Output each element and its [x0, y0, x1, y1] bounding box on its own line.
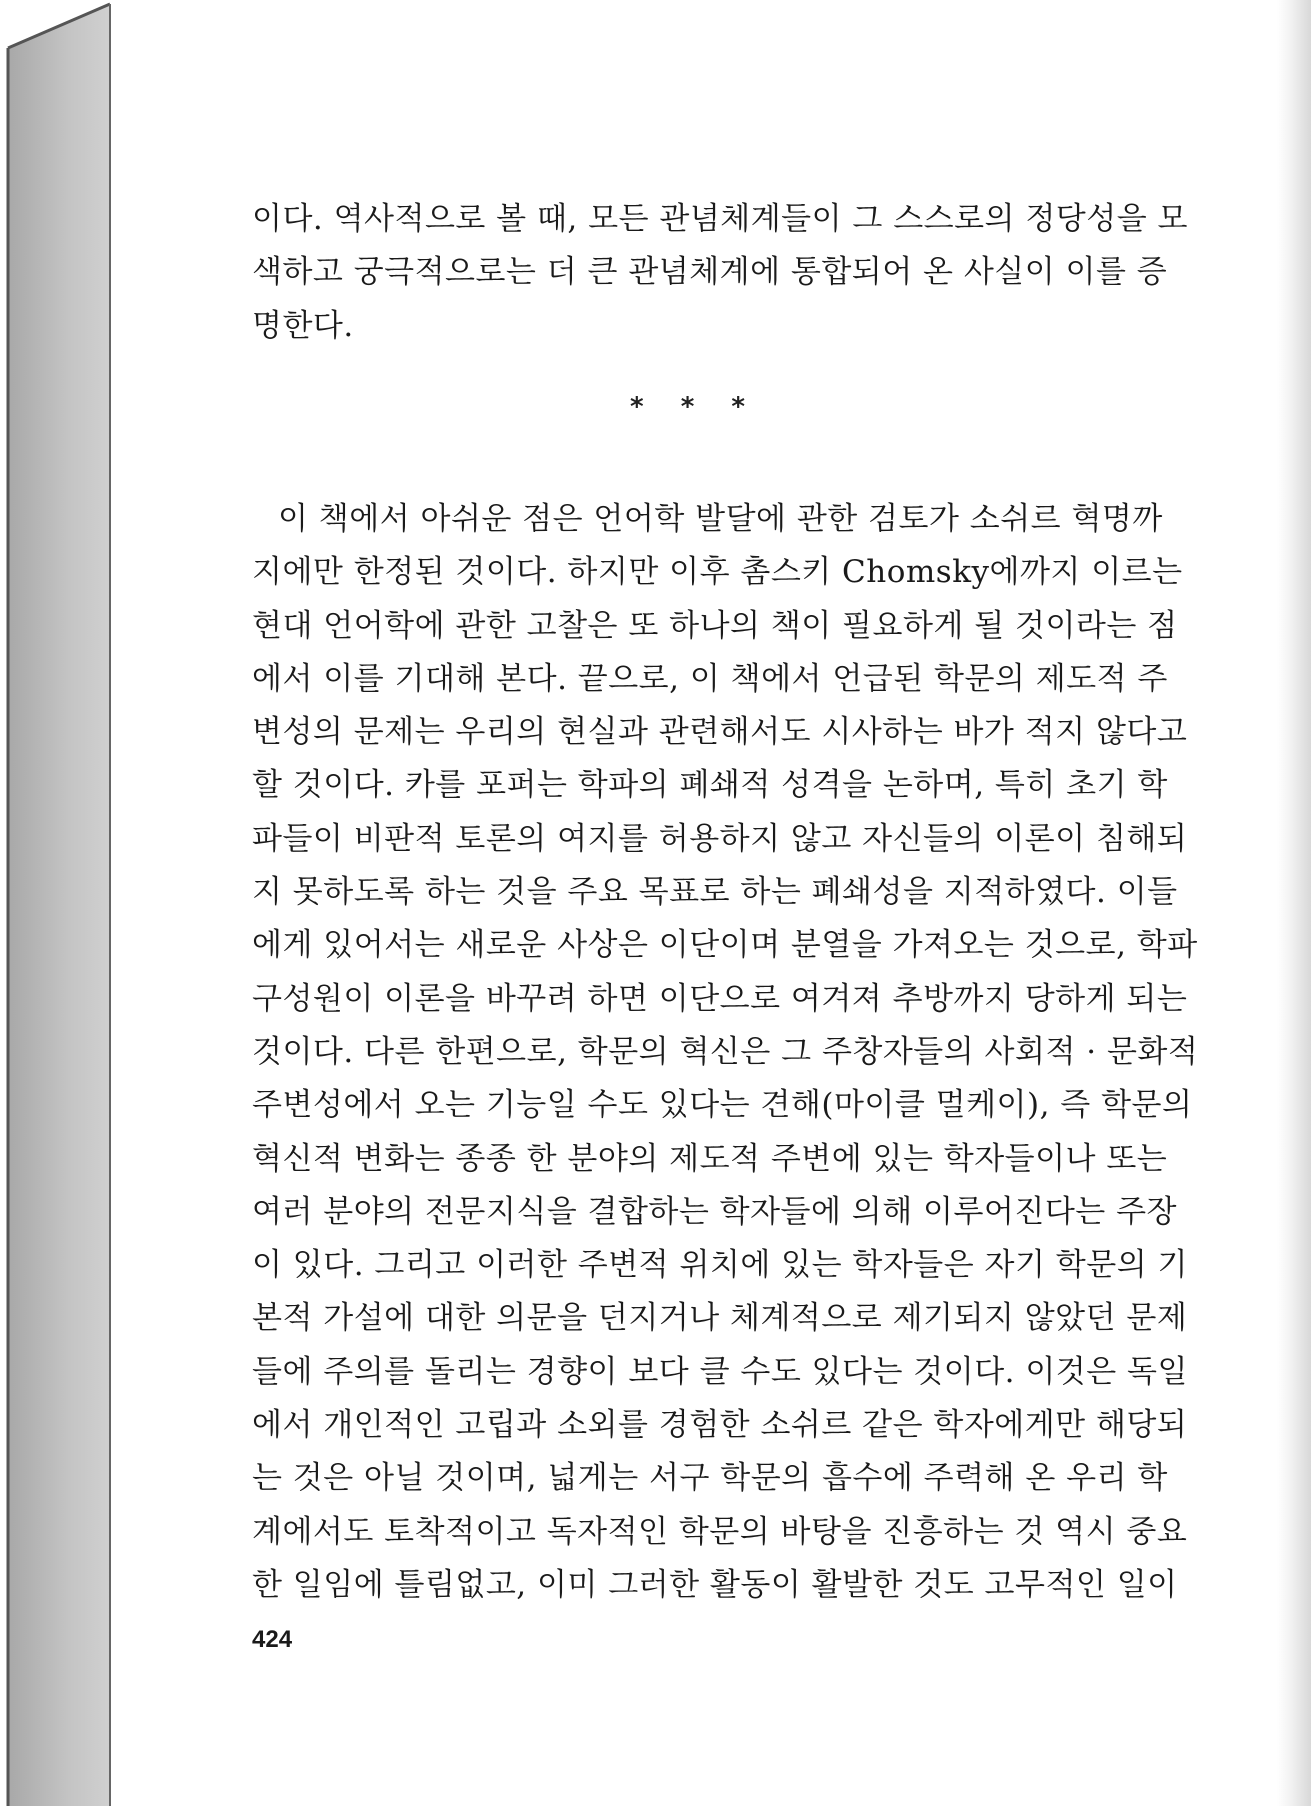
- book-page: [112, 0, 1277, 1806]
- main-paragraph-line: 주변성에서 오는 기능일 수도 있다는 견해(마이클 멀케이), 즉 학문의: [252, 1087, 1193, 1124]
- book-spine-graphic: [0, 0, 112, 1806]
- main-paragraph-line: 현대 언어학에 관한 고찰은 또 하나의 책이 필요하게 될 것이라는 점: [252, 607, 1178, 644]
- top-paragraph: [252, 193, 1188, 353]
- main-paragraph-line: 구성원이 이론을 바꾸려 하면 이단으로 여겨져 추방까지 당하게 되는: [252, 980, 1188, 1017]
- main-paragraph-line: 이 책에서 아쉬운 점은 언어학 발달에 관한 검토가 소쉬르 혁명까: [278, 501, 1163, 537]
- main-paragraph-line: 본적 가설에 대한 의문을 던지거나 체계적으로 제기되지 않았던 문제: [252, 1300, 1188, 1337]
- main-paragraph-line: 지 못하도록 하는 것을 주요 목표로 하는 폐쇄성을 지적하였다. 이들: [252, 874, 1178, 911]
- main-paragraph-line: 변성의 문제는 우리의 현실과 관련해서도 시사하는 바가 적지 않다고: [252, 714, 1188, 751]
- main-paragraph-line: 들에 주의를 돌리는 경향이 보다 클 수도 있다는 것이다. 이것은 독일: [252, 1353, 1188, 1390]
- page-right-edge-shadow: [1277, 0, 1311, 1806]
- main-paragraph-line: 혁신적 변화는 종종 한 분야의 제도적 주변에 있는 학자들이나 또는: [252, 1140, 1168, 1177]
- main-paragraph-line: 이 있다. 그리고 이러한 주변적 위치에 있는 학자들은 자기 학문의 기: [252, 1247, 1188, 1284]
- main-paragraph-line: 한 일임에 틀림없고, 이미 그러한 활동이 활발한 것도 고무적인 일이: [252, 1566, 1178, 1603]
- main-paragraph-line: 파들이 비판적 토론의 여지를 허용하지 않고 자신들의 이론이 침해되: [252, 820, 1188, 857]
- main-paragraph-line: 지에만 한정된 것이다. 하지만 이후 촘스키 Chomsky에까지 이르는: [252, 554, 1183, 591]
- main-paragraph-line: 에서 개인적인 고립과 소외를 경험한 소쉬르 같은 학자에게만 해당되: [252, 1407, 1188, 1444]
- main-paragraph-line: 에게 있어서는 새로운 사상은 이단이며 분열을 가져오는 것으로, 학파: [252, 927, 1198, 964]
- main-paragraph-line: 것이다. 다른 한편으로, 학문의 혁신은 그 주창자들의 사회적 · 문화적: [252, 1033, 1199, 1070]
- top-paragraph-line: 이다. 역사적으로 볼 때, 모든 관념체계들이 그 스스로의 정당성을 모: [252, 201, 1188, 237]
- main-paragraph: [252, 493, 1199, 1612]
- main-paragraph-line: 는 것은 아닐 것이며, 넓게는 서구 학문의 흡수에 주력해 온 우리 학: [252, 1460, 1168, 1497]
- top-paragraph-line: 색하고 궁극적으로는 더 큰 관념체계에 통합되어 온 사실이 이를 증: [252, 254, 1168, 291]
- top-paragraph-line: 명한다.: [252, 307, 354, 344]
- main-paragraph-line: 에서 이를 기대해 본다. 끝으로, 이 책에서 언급된 학문의 제도적 주: [252, 660, 1168, 697]
- main-paragraph-line: 여러 분야의 전문지식을 결합하는 학자들에 의해 이루어진다는 주장: [252, 1193, 1177, 1230]
- page-number: 424: [252, 1626, 293, 1653]
- main-paragraph-line: 할 것이다. 카를 포퍼는 학파의 폐쇄적 성격을 논하며, 특히 초기 학: [252, 767, 1168, 804]
- book-spine: [0, 0, 112, 1806]
- section-separator: * * *: [630, 392, 759, 422]
- main-paragraph-line: 계에서도 토착적이고 독자적인 학문의 바탕을 진흥하는 것 역시 중요: [252, 1513, 1188, 1550]
